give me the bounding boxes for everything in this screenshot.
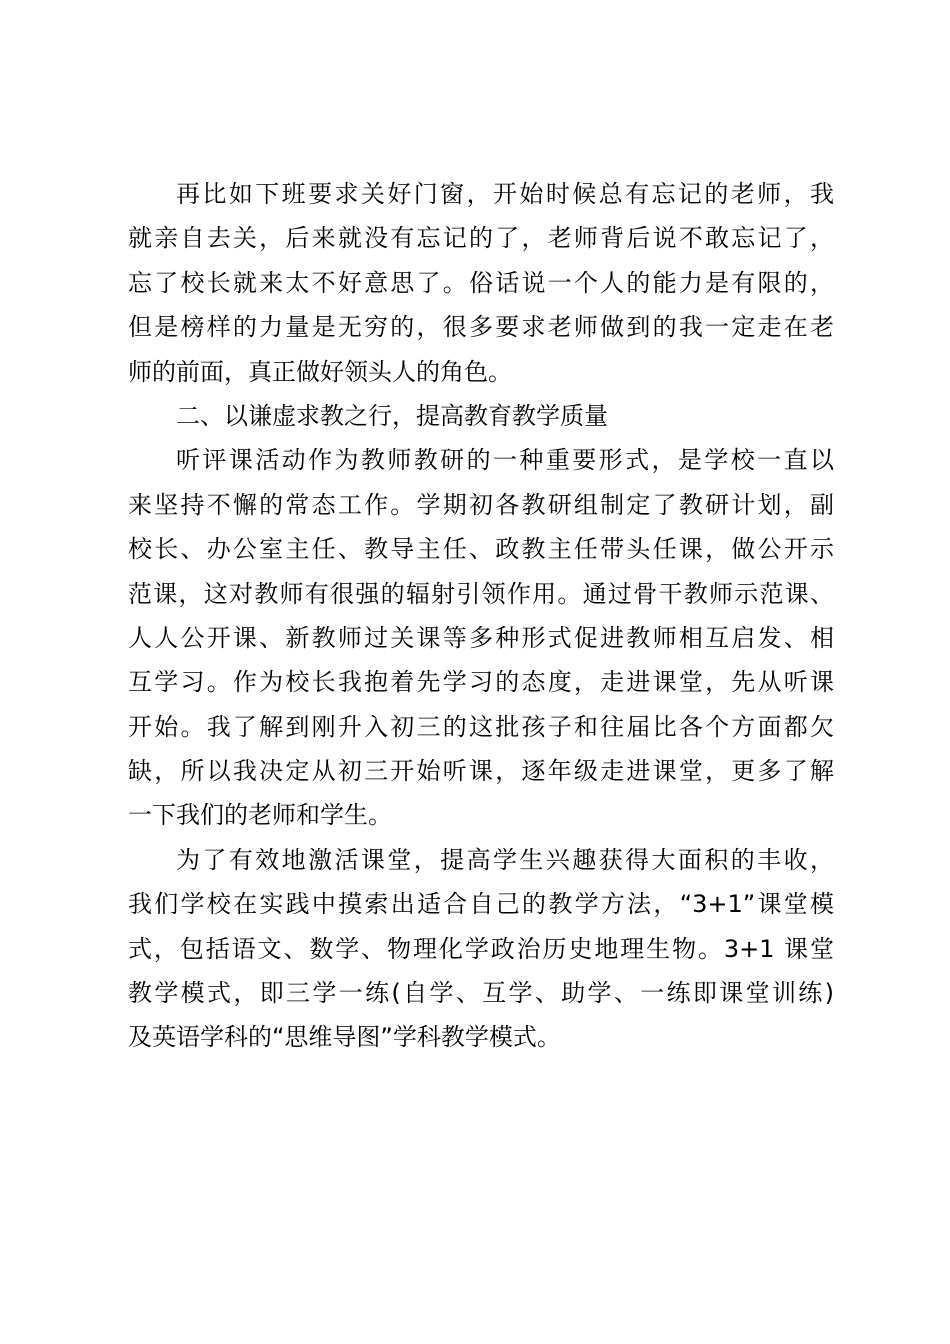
paragraph-line: 为了有效地激活课堂，提高学生兴趣获得大面积的丰收， (176, 845, 834, 874)
paragraph-2 (128, 438, 834, 838)
section-heading (128, 394, 834, 438)
paragraph-line: 缺，所以我决定从初三开始听课，逐年级走进课堂，更多了解 (128, 757, 834, 786)
paragraph-line: 忘了校长就来太不好意思了。俗话说一个人的能力是有限的， (128, 268, 834, 297)
paragraph-line: 互学习。作为校长我抱着先学习的态度，走进课堂，先从听课 (128, 668, 834, 697)
paragraph-line: 范课，这对教师有很强的辐射引领作用。通过骨干教师示范课、 (128, 579, 834, 608)
paragraph-3 (128, 838, 834, 1060)
paragraph-line: 式，包括语文、数学、物理化学政治历史地理生物。3+1 课堂 (128, 934, 834, 963)
paragraph-line: 教学模式，即三学一练(自学、互学、助学、一练即课堂训练) (128, 979, 834, 1008)
paragraph-line: 人人公开课、新教师过关课等多种形式促进教师相互启发、相 (128, 623, 834, 652)
paragraph-line: 但是榜样的力量是无穷的，很多要求老师做到的我一定走在老 (128, 313, 834, 342)
document-body (128, 172, 834, 1060)
paragraph-line: 开始。我了解到刚升入初三的这批孩子和往届比各个方面都欠 (128, 712, 834, 741)
paragraph-line: 师的前面，真正做好领头人的角色。 (128, 357, 512, 386)
paragraph-line: 就亲自去关，后来就没有忘记的了，老师背后说不敢忘记了， (128, 224, 834, 253)
paragraph-line: 再比如下班要求关好门窗，开始时候总有忘记的老师，我 (176, 180, 834, 208)
paragraph-line: 我们学校在实践中摸索出适合自己的教学方法，“3+1”课堂模 (128, 890, 834, 919)
paragraph-line: 一下我们的老师和学生。 (128, 801, 392, 830)
paragraph-line: 及英语学科的“思维导图”学科教学模式。 (128, 1023, 561, 1052)
paragraph-line: 校长、办公室主任、教导主任、政教主任带头任课，做公开示 (128, 535, 834, 564)
section-heading-text: 二、以谦虚求教之行，提高教育教学质量 (176, 401, 608, 430)
paragraph-line: 听评课活动作为教师教研的一种重要形式，是学校一直以 (176, 446, 834, 475)
paragraph-line: 来坚持不懈的常态工作。学期初各教研组制定了教研计划，副 (128, 490, 834, 519)
paragraph-1 (128, 172, 834, 394)
